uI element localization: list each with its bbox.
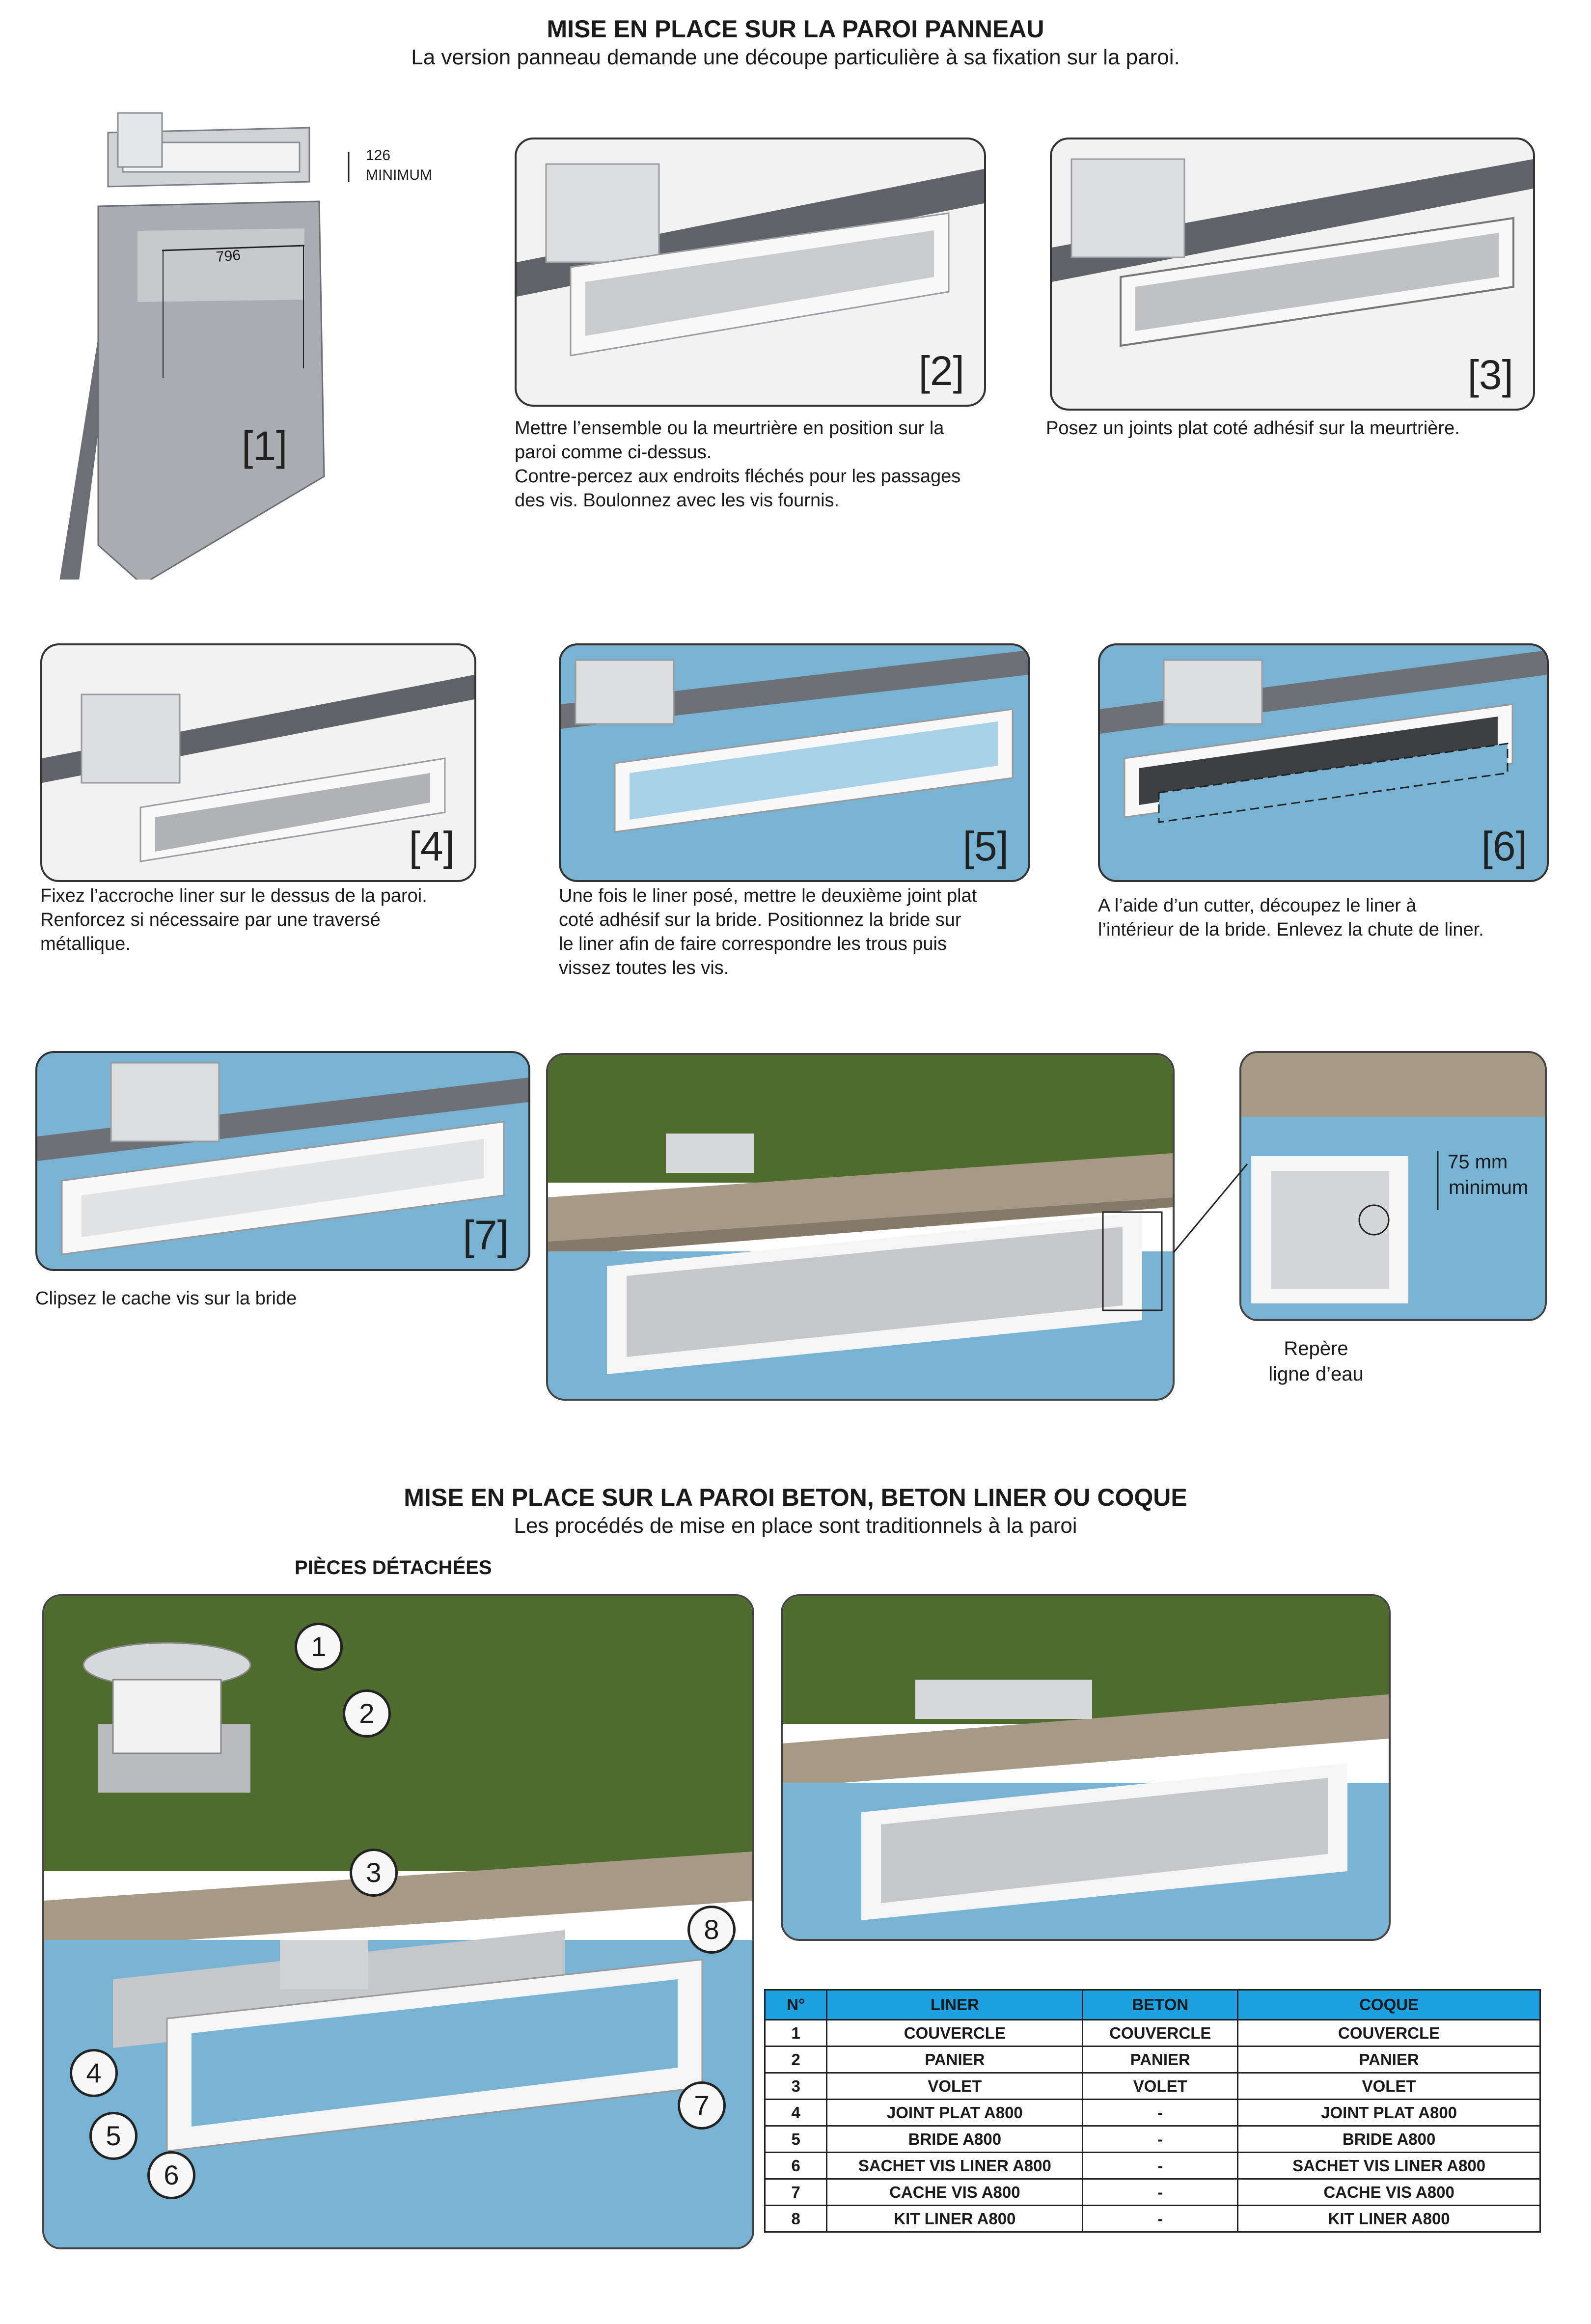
- water-line-marker-line1: Repère: [1284, 1338, 1348, 1359]
- callout-2: 2: [343, 1689, 391, 1738]
- pool-view-panel: [546, 1053, 1175, 1401]
- detail-dimension-sub: minimum: [1449, 1177, 1529, 1198]
- step2-panel: [515, 138, 986, 407]
- table-cell: -: [1083, 2206, 1238, 2232]
- callout-6: 6: [147, 2151, 195, 2199]
- step3-panel: [1050, 138, 1535, 411]
- exploded-view-panel: [42, 1594, 754, 2249]
- table-cell: 7: [765, 2179, 827, 2206]
- step5-caption: [559, 884, 996, 980]
- step6-caption-line: A l’aide d’un cutter, découpez le liner à: [1098, 895, 1417, 916]
- step2-caption-line: paroi comme ci-dessus.: [515, 442, 712, 463]
- table-cell: -: [1083, 2153, 1238, 2179]
- table-cell: 1: [765, 2020, 827, 2047]
- step5-caption-line: Une fois le liner posé, mettre le deuxième joint plat: [559, 885, 977, 906]
- parts-table-grid: [764, 1989, 1541, 2233]
- step5-label: [5]: [962, 823, 1009, 869]
- table-row: [765, 2020, 1540, 2047]
- table-header-row: [765, 1990, 1540, 2020]
- step3-label: [3]: [1467, 352, 1513, 398]
- step5-caption-line: coté adhésif sur la bride. Positionnez la bride sur: [559, 910, 961, 930]
- callout-3: 3: [350, 1849, 398, 1897]
- table-cell: VOLET: [827, 2073, 1083, 2100]
- table-cell: 6: [765, 2153, 827, 2179]
- step7-caption: Clipsez le cache vis sur la bride: [35, 1288, 297, 1309]
- step1-label: [1]: [242, 423, 288, 469]
- step2-caption-line: Contre-percez aux endroits fléchés pour les passages: [515, 466, 961, 487]
- step4-caption: [40, 884, 482, 956]
- step2-label: [2]: [918, 348, 964, 394]
- step6-label: [6]: [1481, 823, 1527, 869]
- callout-4: 4: [70, 2049, 118, 2097]
- step4-label: [4]: [409, 823, 455, 869]
- table-header-cell: BETON: [1083, 1990, 1238, 2020]
- step2-caption-line: des vis. Boulonnez avec les vis fournis.: [515, 490, 840, 511]
- table-header-cell: COQUE: [1238, 1990, 1540, 2020]
- callout-1: 1: [295, 1623, 343, 1671]
- table-cell: -: [1083, 2100, 1238, 2126]
- table-row: [765, 2073, 1540, 2100]
- step3-caption: Posez un joints plat coté adhésif sur la meurtrière.: [1046, 418, 1460, 439]
- table-cell: 2: [765, 2047, 827, 2073]
- step4-panel: [40, 643, 476, 882]
- table-cell: COUVERCLE: [827, 2020, 1083, 2047]
- table-cell: 4: [765, 2100, 827, 2126]
- table-cell: COUVERCLE: [1083, 2020, 1238, 2047]
- step6-caption: [1098, 894, 1550, 942]
- section2-subtitle: Les procédés de mise en place sont traditionnels à la paroi: [514, 1514, 1077, 1538]
- table-cell: CACHE VIS A800: [1238, 2179, 1540, 2206]
- step1-dim-min: MINIMUM: [366, 167, 432, 183]
- step5-caption-line: vissez toutes les vis.: [559, 958, 729, 978]
- step6-panel: [1098, 643, 1549, 882]
- parts-table: [764, 1989, 1541, 2233]
- detail-connector-line: [1169, 1159, 1252, 1257]
- table-cell: CACHE VIS A800: [827, 2179, 1083, 2206]
- table-cell: PANIER: [1083, 2047, 1238, 2073]
- detail-dimension: 75 mm: [1448, 1151, 1508, 1173]
- table-row: [765, 2153, 1540, 2179]
- step1-dim-width: 796: [215, 247, 242, 266]
- table-row: [765, 2179, 1540, 2206]
- step5-panel: [559, 643, 1030, 882]
- table-cell: VOLET: [1238, 2073, 1540, 2100]
- step2-caption-line: Mettre l’ensemble ou la meurtrière en position sur la: [515, 418, 944, 439]
- table-cell: BRIDE A800: [827, 2126, 1083, 2153]
- table-cell: SACHET VIS LINER A800: [1238, 2153, 1540, 2179]
- table-row: [765, 2047, 1540, 2073]
- table-row: [765, 2100, 1540, 2126]
- table-cell: BRIDE A800: [1238, 2126, 1540, 2153]
- water-line-marker-label: [1242, 1336, 1390, 1387]
- water-line-marker-line2: ligne d’eau: [1268, 1363, 1364, 1385]
- table-cell: PANIER: [827, 2047, 1083, 2073]
- step7-panel: [35, 1051, 530, 1271]
- step4-caption-line: Fixez l’accroche liner sur le dessus de la paroi.: [40, 885, 427, 906]
- step6-caption-line: l’intérieur de la bride. Enlevez la chute de liner.: [1098, 919, 1484, 940]
- callout-7: 7: [678, 2081, 726, 2130]
- table-cell: JOINT PLAT A800: [1238, 2100, 1540, 2126]
- final-view-panel: [781, 1594, 1391, 1941]
- step1-dim-height: 126: [366, 147, 391, 164]
- table-header-cell: LINER: [827, 1990, 1083, 2020]
- table-cell: 3: [765, 2073, 827, 2100]
- table-cell: KIT LINER A800: [1238, 2206, 1540, 2232]
- callout-8: 8: [687, 1906, 736, 1954]
- table-body: [765, 2020, 1540, 2232]
- table-cell: JOINT PLAT A800: [827, 2100, 1083, 2126]
- table-cell: COUVERCLE: [1238, 2020, 1540, 2047]
- table-cell: -: [1083, 2179, 1238, 2206]
- table-cell: PANIER: [1238, 2047, 1540, 2073]
- table-cell: VOLET: [1083, 2073, 1238, 2100]
- table-cell: 5: [765, 2126, 827, 2153]
- step4-caption-line: métallique.: [40, 934, 131, 954]
- section2-title: MISE EN PLACE SUR LA PAROI BETON, BETON LINER OU COQUE: [404, 1484, 1187, 1511]
- table-cell: 8: [765, 2206, 827, 2232]
- step5-caption-line: le liner afin de faire correspondre les trous puis: [559, 934, 947, 954]
- table-row: [765, 2126, 1540, 2153]
- step2-caption: [515, 416, 996, 513]
- table-cell: KIT LINER A800: [827, 2206, 1083, 2232]
- section1-title: MISE EN PLACE SUR LA PAROI PANNEAU: [547, 15, 1044, 43]
- table-cell: SACHET VIS LINER A800: [827, 2153, 1083, 2179]
- step4-caption-line: Renforcez si nécessaire par une traversé: [40, 910, 381, 930]
- callout-5: 5: [89, 2112, 137, 2160]
- table-row: [765, 2206, 1540, 2232]
- section1-subtitle: La version panneau demande une découpe particulière à sa fixation sur la paroi.: [411, 45, 1180, 69]
- parts-heading: PIÈCES DÉTACHÉES: [295, 1557, 492, 1578]
- table-header-cell: N°: [765, 1990, 827, 2020]
- table-cell: -: [1083, 2126, 1238, 2153]
- step7-label: [7]: [463, 1212, 509, 1258]
